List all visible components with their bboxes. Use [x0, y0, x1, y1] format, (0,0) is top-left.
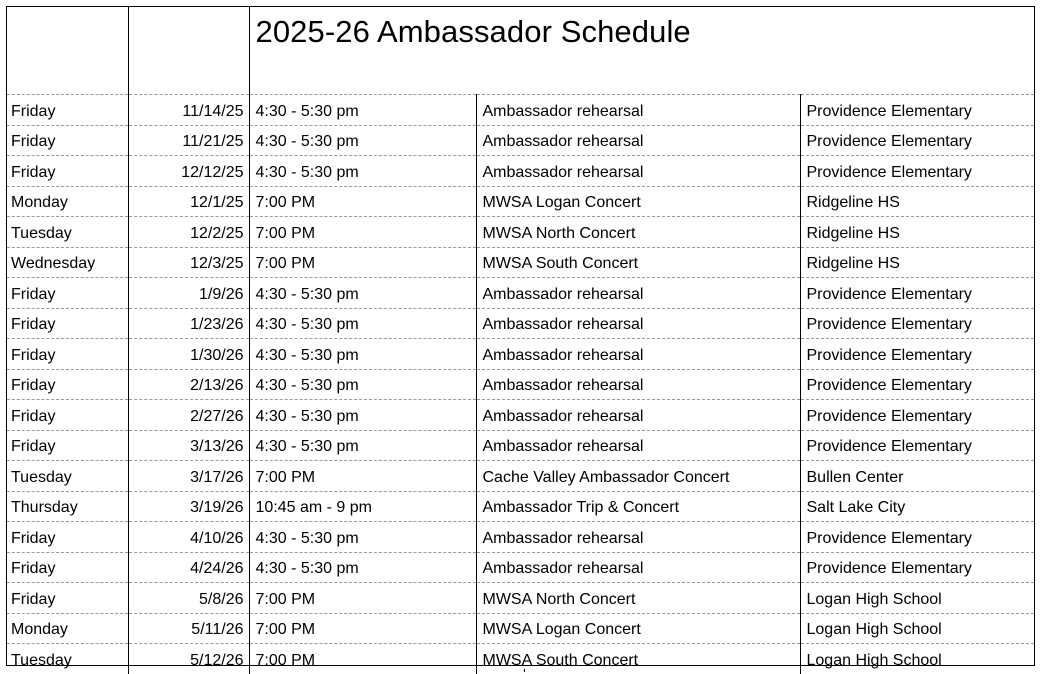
location-cell: Ridgeline HS — [800, 217, 1034, 248]
date-cell: 2/27/26 — [128, 400, 249, 431]
time-cell: 4:30 - 5:30 pm — [249, 369, 476, 400]
header-row — [7, 7, 1034, 95]
event-cell: Ambassador rehearsal — [476, 552, 800, 583]
time-cell: 7:00 PM — [249, 613, 476, 644]
location-cell: Providence Elementary — [800, 125, 1034, 156]
location-cell: Bullen Center — [800, 461, 1034, 492]
location-cell: Providence Elementary — [800, 430, 1034, 461]
time-cell: 7:00 PM — [249, 644, 476, 674]
event-cell: Ambassador rehearsal — [476, 156, 800, 187]
location-cell: Ridgeline HS — [800, 186, 1034, 217]
event-cell: MWSA Logan Concert — [476, 613, 800, 644]
date-cell: 5/11/26 — [128, 613, 249, 644]
event-cell: Ambassador Trip & Concert — [476, 491, 800, 522]
date-cell: 2/13/26 — [128, 369, 249, 400]
event-cell: MWSA North Concert — [476, 217, 800, 248]
day-cell: Tuesday — [7, 461, 128, 492]
table-row — [7, 125, 1034, 156]
table-row — [7, 217, 1034, 248]
event-cell: MWSA Logan Concert — [476, 186, 800, 217]
location-cell: Providence Elementary — [800, 278, 1034, 309]
day-cell: Monday — [7, 613, 128, 644]
day-cell: Friday — [7, 552, 128, 583]
date-cell: 12/12/25 — [128, 156, 249, 187]
event-cell: MWSA South Concert — [476, 644, 800, 674]
stray-mark — [524, 669, 525, 672]
table-row — [7, 278, 1034, 309]
date-cell: 1/9/26 — [128, 278, 249, 309]
event-cell: Ambassador rehearsal — [476, 278, 800, 309]
event-cell: MWSA North Concert — [476, 583, 800, 614]
location-cell: Logan High School — [800, 613, 1034, 644]
day-cell: Friday — [7, 308, 128, 339]
time-cell: 4:30 - 5:30 pm — [249, 156, 476, 187]
table-row — [7, 644, 1034, 674]
date-cell: 11/14/25 — [128, 95, 249, 126]
date-cell: 12/3/25 — [128, 247, 249, 278]
schedule-table — [7, 7, 1034, 674]
date-cell: 3/13/26 — [128, 430, 249, 461]
schedule-sheet — [6, 6, 1035, 669]
table-row — [7, 339, 1034, 370]
event-cell: Ambassador rehearsal — [476, 400, 800, 431]
location-cell: Providence Elementary — [800, 339, 1034, 370]
date-cell: 5/8/26 — [128, 583, 249, 614]
day-cell: Friday — [7, 430, 128, 461]
time-cell: 4:30 - 5:30 pm — [249, 400, 476, 431]
day-cell: Friday — [7, 400, 128, 431]
day-cell: Tuesday — [7, 217, 128, 248]
time-cell: 4:30 - 5:30 pm — [249, 522, 476, 553]
day-cell: Friday — [7, 278, 128, 309]
table-row — [7, 95, 1034, 126]
time-cell: 7:00 PM — [249, 461, 476, 492]
time-cell: 4:30 - 5:30 pm — [249, 95, 476, 126]
table-row — [7, 461, 1034, 492]
date-cell: 11/21/25 — [128, 125, 249, 156]
date-cell: 1/30/26 — [128, 339, 249, 370]
page-title: 2025-26 Ambassador Schedule — [255, 14, 691, 49]
event-cell: Ambassador rehearsal — [476, 308, 800, 339]
time-cell: 10:45 am - 9 pm — [249, 491, 476, 522]
location-cell: Providence Elementary — [800, 308, 1034, 339]
location-cell: Salt Lake City — [800, 491, 1034, 522]
table-row — [7, 308, 1034, 339]
time-cell: 4:30 - 5:30 pm — [249, 430, 476, 461]
day-cell: Friday — [7, 156, 128, 187]
table-row — [7, 400, 1034, 431]
event-cell: Ambassador rehearsal — [476, 95, 800, 126]
day-cell: Monday — [7, 186, 128, 217]
time-cell: 7:00 PM — [249, 217, 476, 248]
time-cell: 4:30 - 5:30 pm — [249, 339, 476, 370]
location-cell: Providence Elementary — [800, 400, 1034, 431]
day-cell: Tuesday — [7, 644, 128, 674]
table-row — [7, 186, 1034, 217]
time-cell: 7:00 PM — [249, 247, 476, 278]
day-cell: Thursday — [7, 491, 128, 522]
date-cell: 4/10/26 — [128, 522, 249, 553]
table-row — [7, 583, 1034, 614]
location-cell: Providence Elementary — [800, 95, 1034, 126]
time-cell: 7:00 PM — [249, 583, 476, 614]
date-cell: 5/12/26 — [128, 644, 249, 674]
event-cell: Ambassador rehearsal — [476, 522, 800, 553]
time-cell: 4:30 - 5:30 pm — [249, 552, 476, 583]
header-empty-day — [7, 7, 128, 95]
event-cell: Ambassador rehearsal — [476, 369, 800, 400]
time-cell: 4:30 - 5:30 pm — [249, 308, 476, 339]
event-cell: Ambassador rehearsal — [476, 125, 800, 156]
table-row — [7, 613, 1034, 644]
day-cell: Friday — [7, 339, 128, 370]
table-row — [7, 369, 1034, 400]
time-cell: 4:30 - 5:30 pm — [249, 278, 476, 309]
date-cell: 12/1/25 — [128, 186, 249, 217]
time-cell: 4:30 - 5:30 pm — [249, 125, 476, 156]
table-row — [7, 522, 1034, 553]
header-empty-date — [128, 7, 249, 95]
table-row — [7, 430, 1034, 461]
table-row — [7, 247, 1034, 278]
date-cell: 3/17/26 — [128, 461, 249, 492]
day-cell: Friday — [7, 583, 128, 614]
location-cell: Logan High School — [800, 583, 1034, 614]
location-cell: Ridgeline HS — [800, 247, 1034, 278]
date-cell: 12/2/25 — [128, 217, 249, 248]
location-cell: Providence Elementary — [800, 522, 1034, 553]
time-cell: 7:00 PM — [249, 186, 476, 217]
day-cell: Friday — [7, 125, 128, 156]
table-row — [7, 156, 1034, 187]
location-cell: Logan High School — [800, 644, 1034, 674]
day-cell: Friday — [7, 95, 128, 126]
date-cell: 3/19/26 — [128, 491, 249, 522]
date-cell: 1/23/26 — [128, 308, 249, 339]
location-cell: Providence Elementary — [800, 552, 1034, 583]
location-cell: Providence Elementary — [800, 369, 1034, 400]
day-cell: Wednesday — [7, 247, 128, 278]
day-cell: Friday — [7, 369, 128, 400]
location-cell: Providence Elementary — [800, 156, 1034, 187]
date-cell: 4/24/26 — [128, 552, 249, 583]
event-cell: Ambassador rehearsal — [476, 430, 800, 461]
day-cell: Friday — [7, 522, 128, 553]
event-cell: Ambassador rehearsal — [476, 339, 800, 370]
event-cell: MWSA South Concert — [476, 247, 800, 278]
table-row — [7, 491, 1034, 522]
event-cell: Cache Valley Ambassador Concert — [476, 461, 800, 492]
table-row — [7, 552, 1034, 583]
